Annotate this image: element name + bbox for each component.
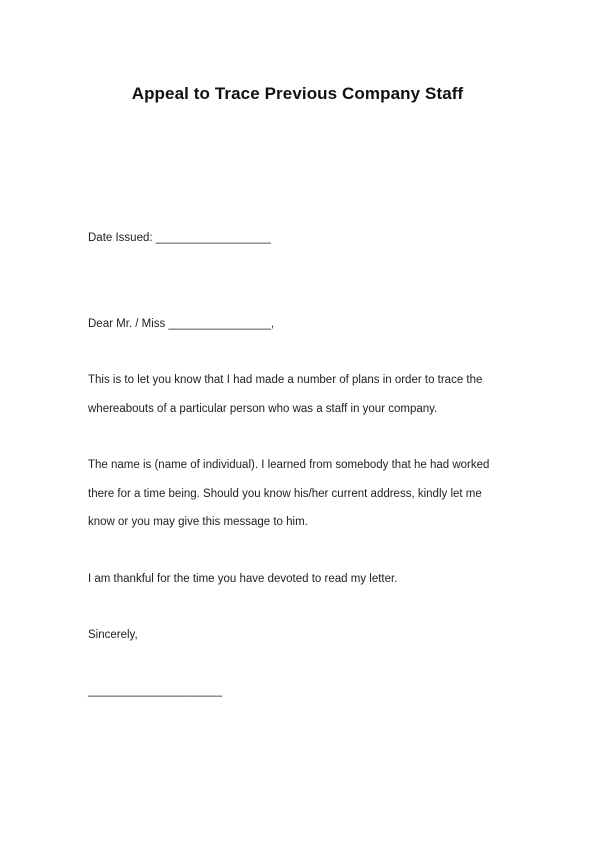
paragraph-2-line-3: know or you may give this message to him. xyxy=(88,516,308,528)
salutation: Dear Mr. / Miss ________________, xyxy=(88,318,275,330)
paragraph-1-line-1: This is to let you know that I had made a number of plans in order to trace the xyxy=(88,374,483,386)
document-title: Appeal to Trace Previous Company Staff xyxy=(131,84,464,103)
paragraph-2-line-1: The name is (name of individual). I learned from somebody that he had worked xyxy=(88,459,490,471)
paragraph-2-line-2: there for a time being. Should you know his/her current address, kindly let me xyxy=(88,488,482,500)
date-issued-line: Date Issued: __________________ xyxy=(88,232,271,244)
signature-line: _____________________ xyxy=(88,685,223,697)
paragraph-3: I am thankful for the time you have devoted to read my letter. xyxy=(88,573,398,585)
closing: Sincerely, xyxy=(88,629,138,641)
paragraph-1-line-2: whereabouts of a particular person who was a staff in your company. xyxy=(88,403,438,415)
